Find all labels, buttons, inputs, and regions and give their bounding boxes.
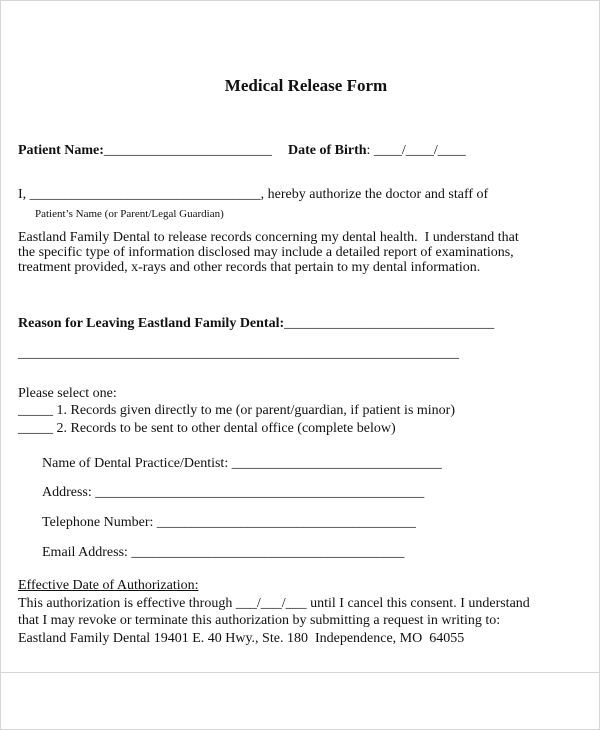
dob-label: Date of Birth: [288, 143, 367, 158]
authorize-caption: Patient’s Name (or Parent/Legal Guardian): [35, 208, 224, 220]
patient-name-label: Patient Name:: [18, 143, 104, 158]
dob-blank[interactable]: : ____/____/____: [366, 143, 466, 158]
select-prompt: Please select one:: [18, 386, 117, 401]
email-field[interactable]: Email Address: _______________________________________: [42, 545, 405, 560]
practice-field[interactable]: Name of Dental Practice/Dentist: ______________________________: [42, 456, 442, 471]
reason-blank[interactable]: ______________________________: [284, 316, 495, 331]
address-field[interactable]: Address: _______________________________________________: [42, 485, 425, 500]
effective-line-2: that I may revoke or terminate this authorization by submitting a request in writing to:: [18, 613, 501, 628]
form-title: Medical Release Form: [224, 76, 388, 95]
reason-label: Reason for Leaving Eastland Family Dental:: [18, 316, 285, 331]
release-line-1: Eastland Family Dental to release records concerning my dental health. I understand that: [18, 230, 519, 245]
patient-name-row: [18, 143, 272, 159]
option-2[interactable]: _____ 2. Records to be sent to other dental office (complete below): [18, 421, 396, 436]
footer-divider: [0, 672, 600, 673]
effective-line-3: Eastland Family Dental 19401 E. 40 Hwy., Ste. 180 Independence, MO 64055: [18, 631, 465, 646]
effective-heading: Effective Date of Authorization:: [18, 578, 199, 593]
option-1[interactable]: _____ 1. Records given directly to me (or parent/guardian, if patient is minor): [18, 403, 455, 418]
effective-line-1[interactable]: This authorization is effective through ___/___/___ until I cancel this consent. I understand: [18, 596, 530, 611]
release-line-2: the specific type of information disclosed may include a detailed report of examinations,: [18, 245, 514, 260]
reason-row: [18, 316, 494, 332]
authorize-line[interactable]: I, _________________________________, hereby authorize the doctor and staff of: [18, 187, 489, 202]
dob-row: [288, 143, 466, 159]
release-line-3: treatment provided, x-rays and other records that pertain to my dental information.: [18, 260, 481, 275]
reason-blank-2[interactable]: _______________________________________________________________: [18, 346, 459, 361]
telephone-field[interactable]: Telephone Number: _____________________________________: [42, 515, 416, 530]
patient-name-blank[interactable]: ________________________: [103, 143, 272, 158]
